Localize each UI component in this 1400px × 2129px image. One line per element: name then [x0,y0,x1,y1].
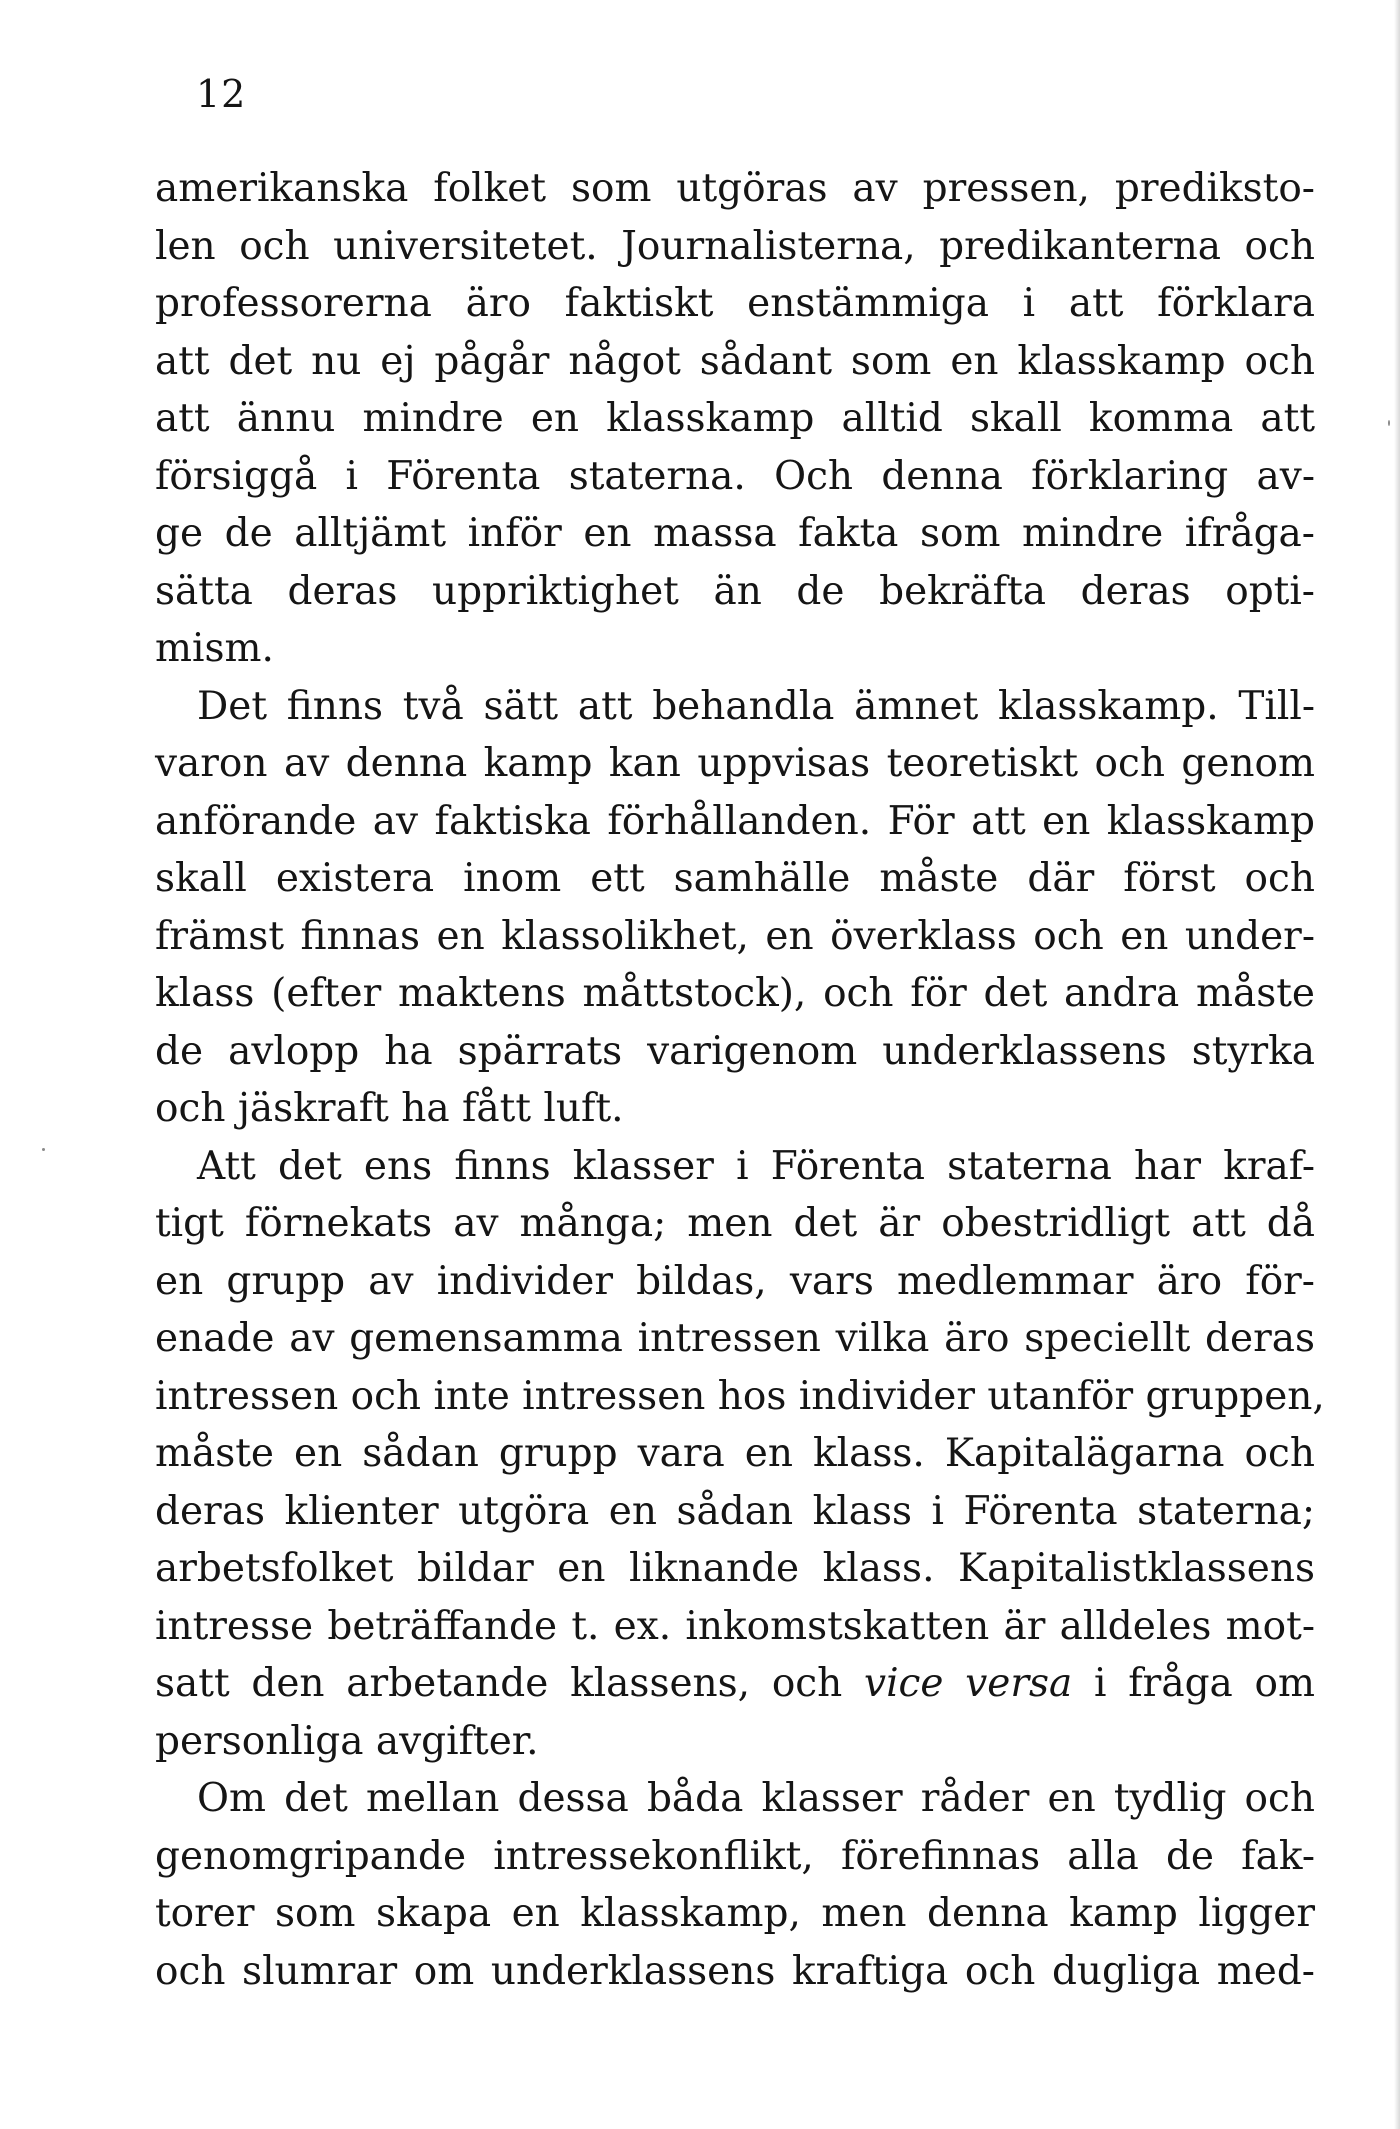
text-line: len och universitetet. Journalisterna, predikanterna och [155,223,1315,269]
text-line: intressen och inte intressen hos individer utanför gruppen, [155,1373,1325,1419]
body-text [155,160,1325,2000]
text-line: försiggå i Förenta staterna. Och denna förklaring av- [155,453,1315,499]
text-line: och slumrar om underklassens kraftiga och dugliga med- [155,1948,1315,1994]
text-line: arbetsfolket bildar en liknande klass. Kapitalistklassens [155,1546,1315,1591]
text-line: att ännu mindre en klasskamp alltid skall komma att [155,396,1315,441]
paragraph-end-line: och jäskraft ha fått luft. [155,1086,624,1131]
scan-speck [1388,420,1390,426]
scan-edge-shadow [1394,0,1400,2129]
italic-phrase: vice versa [864,1661,1073,1706]
paragraph-first-line: Om det mellan dessa båda klasser råder en tydlig och [197,1776,1315,1821]
scan-speck [42,1148,45,1151]
text-line: måste en sådan grupp vara en klass. Kapitalägarna och [155,1431,1315,1476]
text-line: deras klienter utgöra en sådan klass i Förenta staterna; [155,1488,1315,1534]
text-line-with-italic [155,1655,1315,1713]
text-line: professorerna äro faktiskt enstämmiga i att förklara [155,281,1315,326]
paragraph-first-line: Det finns två sätt att behandla ämnet klasskamp. Till- [197,683,1315,729]
paragraph-end-line: mism. [155,626,274,671]
text-line: anförande av faktiska förhållanden. För att en klasskamp [155,798,1315,844]
text-line: tigt förnekats av många; men det är obestridligt att då [155,1201,1315,1246]
text-line: ge de alltjämt inför en massa fakta som mindre ifråga- [155,511,1315,556]
text-line: torer som skapa en klasskamp, men denna kamp ligger [155,1891,1315,1936]
paragraph-end-line: personliga avgifter. [155,1718,539,1764]
text-line: amerikanska folket som utgöras av pressen, prediksto- [155,166,1315,211]
text-line: skall existera inom ett samhälle måste där först och [155,856,1315,901]
text-line: att det nu ej pågår något sådant som en klasskamp och [155,338,1315,384]
text-line: enade av gemensamma intressen vilka äro speciellt deras [155,1316,1315,1361]
page-number: 12 [196,72,247,116]
text-line: varon av denna kamp kan uppvisas teoretiskt och genom [155,741,1315,786]
text-line: främst finnas en klassolikhet, en överklass och en under- [155,913,1315,959]
text-line: en grupp av individer bildas, vars medlemmar äro för- [155,1258,1315,1304]
text-segment: i fråga om [1072,1661,1315,1706]
text-line: klass (efter maktens måttstock), och för det andra måste [155,971,1315,1016]
text-line: intresse beträffande t. ex. inkomstskatten är alldeles mot- [155,1603,1315,1649]
text-segment: satt den arbetande klassens, och [155,1661,865,1706]
text-line: genomgripande intressekonflikt, förefinnas alla de fak- [155,1833,1315,1879]
paragraph-first-line: Att det ens finns klasser i Förenta staterna har kraf- [197,1143,1315,1189]
text-line: de avlopp ha spärrats varigenom underklassens styrka [155,1028,1315,1074]
text-line: sätta deras uppriktighet än de bekräfta deras opti- [155,568,1315,614]
